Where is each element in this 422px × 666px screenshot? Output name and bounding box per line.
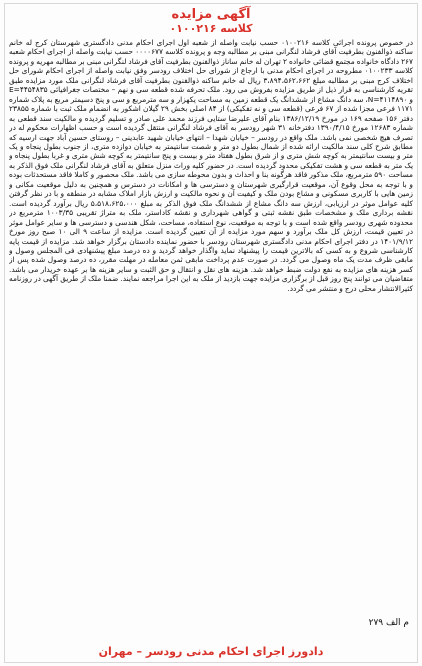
notice-title: آگهی مزایده bbox=[171, 7, 251, 22]
notice-body: در خصوص پرونده اجرائی کلاسه ۰۱۰۰۲۱۶ حسب نیابت واصله از شعبه اول اجرای احکام مدنی دادگستری شهرستان کرج له خانم ساکنه ذوالفنون بطرفیت آقای فرشاد لنگرانی مبنی بر مطالبه وجه و پرونده کلاسه ۰۰۰۰۶۷۷ حسب نیابت واصله از اجرای احکام شعبه ۲۶۷ دادگاه خانواده مجتمع قضائی خانواده ۲ تهران له خانم ساناز ذوالفنون بطرفیت آقای فرشاد لنگرانی مبنی بر مطالبه مهریه و پرونده کلاسه ۰۱۰۰۲۳۳ مطروحه در اجرای احکام مدنی با ارجاع از شورای حل اختلاف رودسر وفق نیابت واصله از اجرای احکام شورای حل اختلاف کرج مبنی بر مطالبه مبلغ ۳،۸۹۴،۵۶۲،۶۶۲ ریال له خانم ساکنه ذوالفنون بطرفیت آقای فرشاد لنگرانی ملک مورد مزایده طبق تقریه کارشناسی به قرار ذیل از طریق مزایده بفروش می رود. ملک تحرفه شده قطعه سی و نهم – مختصات جغرافیائی E=۴۴۵۴۸۳۵ و N=۴۱۱۴۸۹۰، سه دانگ مشاع از ششدانگ یک قطعه زمین به مساحت یکهزار و سه مترمربع و سی و پنج دسیمتر مربع به پلاک شماره ۱۱۷۱ فرعی مجزا شده از ۶۷ فرعی (قطعه سی و نه تفکیکی) از ۸۴ اصلی بخش ۲۹ گیلان اشکور به انضمام ملک ثبت با شماره ۲۳۸۵۵ دفتر ۱۵۶ صفحه ۱۶۹ در مورخ ۱۳۸۶/۱۲/۱۹ بنام آقای علیرضا ستایی فرزند محمد علی صادر و تسلیم گردیده و مالکیت سند قطعی به شماره ۱۲۶۸۳ مورخ ۱۳۹۰/۴/۱۵ دفترخانه ۳۱ شهر رودسر به آقای فرشاد لنگرانی منتقل گردیده است و حسب اظهارات محکوم له در تصرف هیچ شخصی نمی باشد. ملک واقع در رودسر – خیابان شهدا – انتهای خیابان شهید عابدینی – روستای حسین آباد جهت ارسیه که مطابق شرح کلی سند مالکیت ارائه شده از شمال بطول دو متر و شصت سانتیمتر به خیابان دوازده متری، از جنوب بطول پنجاه و یک متر و بیست سانتیمتر به کوچه شش متری و از شرق بطول هفتاد متر و بیست و پنج سانتیمتر به کوچه شش متری و غربا بطول پنجاه و یک متر به قطعه سی و هشت تفکیکی محدود گردیده است. در حضور کلیه وراث منزل متعلق به آقای فرشاد لنگرانی ملک فوق الذکر به مساحت ۵۹۰ مترمربع، ملک مذکور فاقد هرگونه بنا و احداث و بدون محوطه سازی می باشد. ملک محصور و کاملا فاقد مستحدثات بوده و با توجه به محل وقوع آن، موقعیت قرارگیری شهرستان و دسترسی ها و امکانات در دسترس و همچنین به دلیل موقعیت مکانی و زمین هایی با کاربری مسکونی و مشاع بودن ملک و کیفیت آن و نحوه مالکیت و ارزش بازار املاک مشابه در منطقه و با در نظر گرفتن کلیه عوامل موثر در ارزیابی، ارزش سه دانگ مشاع از ششدانگ ملک فوق الذکر به مبلغ ۵،۵۱۸،۶۲۵،۰۰۰ ریال برآورد گردیده است. نقشه برداری ملک و مشخصات طبق نقشه ثبتی و گواهی شهرداری و نقشه کاداستر، ملک به متراژ تقریبی ۱۰۰۳/۳۵ مترمربع در محدوده شهری رودسر واقع شده است و با توجه به موقعیت، نوع استفاده، مساحت، شکل هندسی و دسترسی ها و سایر عوامل موثر در تعیین قیمت، ارزش کل ملک برآورد و سهم مورد مزایده از آن تعیین گردیده است. مزایده از ساعت ۹ الی ۱۰ صبح روز مورخ ۱۴۰۱/۹/۱۲ در دفتر اجرای احکام مدنی دادگستری شهرستان رودسر با حضور نماینده دادستان برگزار خواهد شد. مزایده از قیمت پایه کارشناسی شروع و به کسی که بالاترین قیمت را پیشنهاد نماید واگذار خواهد گردید و ده درصد مبلغ پیشنهادی فی المجلس وصول و مابقی ظرف مدت یک ماه وصول می گردد. در صورت عدم پرداخت مابقی ثمن معامله در مهلت مقرر، ده درصد وصول شده پس از کسر هزینه های مزایده به نفع دولت ضبط خواهد شد. هزینه های نقل و انتقال و حق الثبت و سایر هزینه ها بر عهده خریدار می باشد. متقاضیان می توانند پنج روز قبل از برگزاری مزایده جهت بازدید از ملک به این اجرا مراجعه نمایند. ضمنا ملک از طریق آگهی در روزنامه کثیرالانتشار محلی درج و منتشر می گردد. bbox=[9, 38, 413, 293]
notice-signature: دادورز اجرای احکام مدنی رودسر – مهران bbox=[98, 645, 324, 658]
notice-reference: م الف ۲۷۹ bbox=[368, 618, 409, 628]
page-border bbox=[4, 3, 418, 663]
notice-case-number: کلاسه ۰۱۰۰۲۱۶ bbox=[169, 22, 253, 35]
